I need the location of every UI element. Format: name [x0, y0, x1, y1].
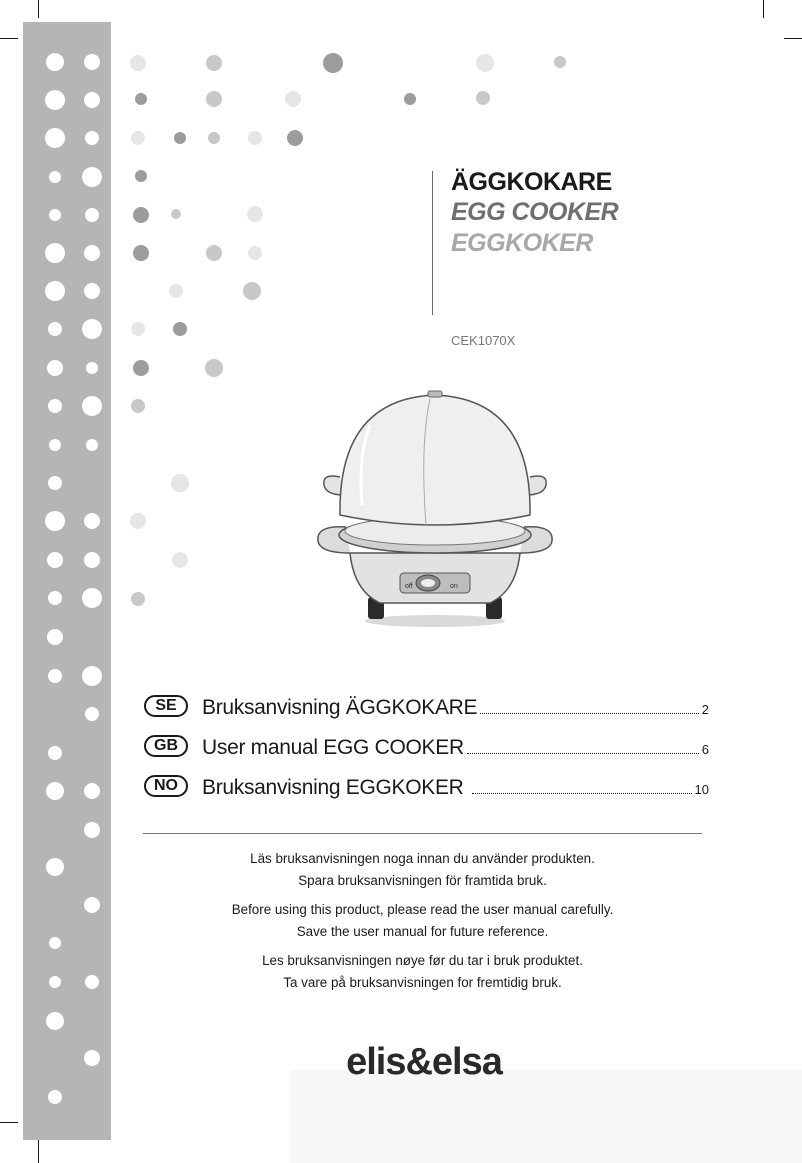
decorative-dot: [84, 1050, 100, 1066]
decorative-dot: [404, 93, 416, 105]
decorative-dot: [47, 629, 63, 645]
decorative-dot: [172, 552, 188, 568]
language-badge-gb: GB: [144, 735, 188, 757]
decorative-dot: [476, 54, 494, 72]
title-rule: [432, 171, 433, 315]
decorative-dot: [49, 976, 61, 988]
decorative-dot: [82, 167, 102, 187]
decorative-dot: [205, 359, 223, 377]
decorative-dot: [206, 91, 222, 107]
decorative-dot: [84, 822, 100, 838]
title-swedish: ÄGGKOKARE: [451, 168, 612, 196]
crop-mark: [763, 0, 764, 18]
egg-cooker-illustration: [310, 385, 560, 630]
crop-mark: [0, 1122, 18, 1123]
decorative-dot: [48, 669, 62, 683]
decorative-dot: [85, 975, 99, 989]
decorative-dot: [84, 54, 100, 70]
decorative-dot: [84, 513, 100, 529]
decorative-dot: [476, 91, 490, 105]
decorative-dot: [84, 92, 100, 108]
decorative-strip: [23, 22, 111, 1140]
decorative-dot: [171, 474, 189, 492]
toc-page-gb: 6: [701, 742, 709, 757]
decorative-dot: [247, 206, 263, 222]
decorative-dot: [47, 552, 63, 568]
decorative-dot: [48, 322, 62, 336]
decorative-dot: [49, 937, 61, 949]
decorative-dot: [131, 131, 145, 145]
decorative-dot: [86, 439, 98, 451]
brand-logo: [296, 1036, 552, 1084]
divider: [143, 833, 702, 834]
note-line: Save the user manual for future reference.: [296, 924, 549, 939]
language-badge-no: NO: [144, 775, 188, 797]
toc-page-se: 2: [701, 702, 709, 717]
decorative-dot: [285, 91, 301, 107]
toc-title-gb: User manual EGG COOKER: [202, 736, 464, 759]
note-line: Läs bruksanvisningen noga innan du använder produkten.: [250, 851, 595, 866]
decorative-dot: [48, 399, 62, 413]
decorative-dot: [46, 858, 64, 876]
decorative-dot: [48, 591, 62, 605]
toc-entry-gb[interactable]: [144, 732, 709, 760]
decorative-dot: [85, 131, 99, 145]
note-norwegian: [143, 950, 702, 994]
decorative-dot: [47, 360, 63, 376]
decorative-dot: [287, 130, 303, 146]
decorative-dot: [45, 511, 65, 531]
decorative-dot: [48, 476, 62, 490]
decorative-dot: [45, 243, 65, 263]
decorative-dot: [171, 209, 181, 219]
decorative-dot: [45, 281, 65, 301]
crop-mark: [38, 1137, 39, 1163]
crop-mark: [0, 38, 18, 39]
decorative-dot: [46, 53, 64, 71]
decorative-dot: [82, 588, 102, 608]
decorative-dot: [243, 282, 261, 300]
decorative-dot: [46, 782, 64, 800]
title-english: EGG COOKER: [451, 198, 619, 226]
decorative-dot: [206, 55, 222, 71]
decorative-dot: [174, 132, 186, 144]
decorative-dot: [48, 1090, 62, 1104]
decorative-dot: [82, 666, 102, 686]
decorative-dot: [130, 513, 146, 529]
decorative-dot: [169, 284, 183, 298]
note-line: Ta vare på bruksanvisningen for fremtidig bruk.: [283, 975, 562, 990]
decorative-dot: [46, 1012, 64, 1030]
decorative-dot: [84, 552, 100, 568]
decorative-dot: [130, 55, 146, 71]
note-swedish: [143, 848, 702, 892]
decorative-dot: [135, 170, 147, 182]
decorative-dot: [49, 439, 61, 451]
toc-title-no: Bruksanvisning EGGKOKER: [202, 776, 464, 799]
decorative-dot: [131, 322, 145, 336]
note-line: Before using this product, please read the user manual carefully.: [231, 902, 614, 917]
decorative-dot: [45, 128, 65, 148]
crop-mark: [784, 38, 802, 39]
decorative-dot: [86, 362, 98, 374]
decorative-dot: [554, 56, 566, 68]
crop-mark: [38, 0, 39, 18]
decorative-dot: [173, 322, 187, 336]
decorative-dot: [84, 783, 100, 799]
language-badge-se: SE: [144, 695, 188, 717]
reading-notes: [143, 848, 702, 1001]
dot-leader: [472, 793, 692, 794]
decorative-dot: [85, 208, 99, 222]
note-line: Spara bruksanvisningen för framtida bruk.: [298, 873, 547, 888]
decorative-dot: [248, 246, 262, 260]
decorative-dot: [49, 209, 61, 221]
decorative-dot: [323, 53, 343, 73]
toc-title-se: Bruksanvisning ÄGGKOKARE: [202, 696, 478, 719]
decorative-dot: [84, 897, 100, 913]
decorative-dot: [84, 283, 100, 299]
decorative-dot: [45, 90, 65, 110]
toc-page-no: 10: [694, 782, 709, 797]
decorative-dot: [206, 245, 222, 261]
decorative-dot: [133, 245, 149, 261]
decorative-dot: [133, 207, 149, 223]
decorative-dot: [131, 399, 145, 413]
decorative-dot: [49, 171, 61, 183]
dot-leader: [480, 713, 699, 714]
decorative-dot: [85, 707, 99, 721]
model-number: CEK1070X: [451, 333, 516, 348]
decorative-dot: [131, 592, 145, 606]
note-english: [143, 899, 702, 943]
note-line: Les bruksanvisningen nøye før du tar i bruk produktet.: [262, 953, 583, 968]
decorative-dot: [82, 396, 102, 416]
switch-off-label: off: [405, 583, 413, 590]
decorative-dot: [48, 746, 62, 760]
toc-entry-no[interactable]: [144, 772, 709, 800]
decorative-dot: [248, 131, 262, 145]
decorative-dot: [84, 245, 100, 261]
decorative-dot: [133, 360, 149, 376]
decorative-dot: [82, 319, 102, 339]
title-norwegian: EGGKOKER: [451, 229, 593, 257]
brand-logo-text: elis&elsa: [346, 1041, 502, 1083]
switch-on-label: on: [450, 583, 458, 590]
decorative-dot: [208, 132, 220, 144]
decorative-dot: [135, 93, 147, 105]
toc-entry-se[interactable]: [144, 692, 709, 720]
dot-leader: [467, 753, 699, 754]
